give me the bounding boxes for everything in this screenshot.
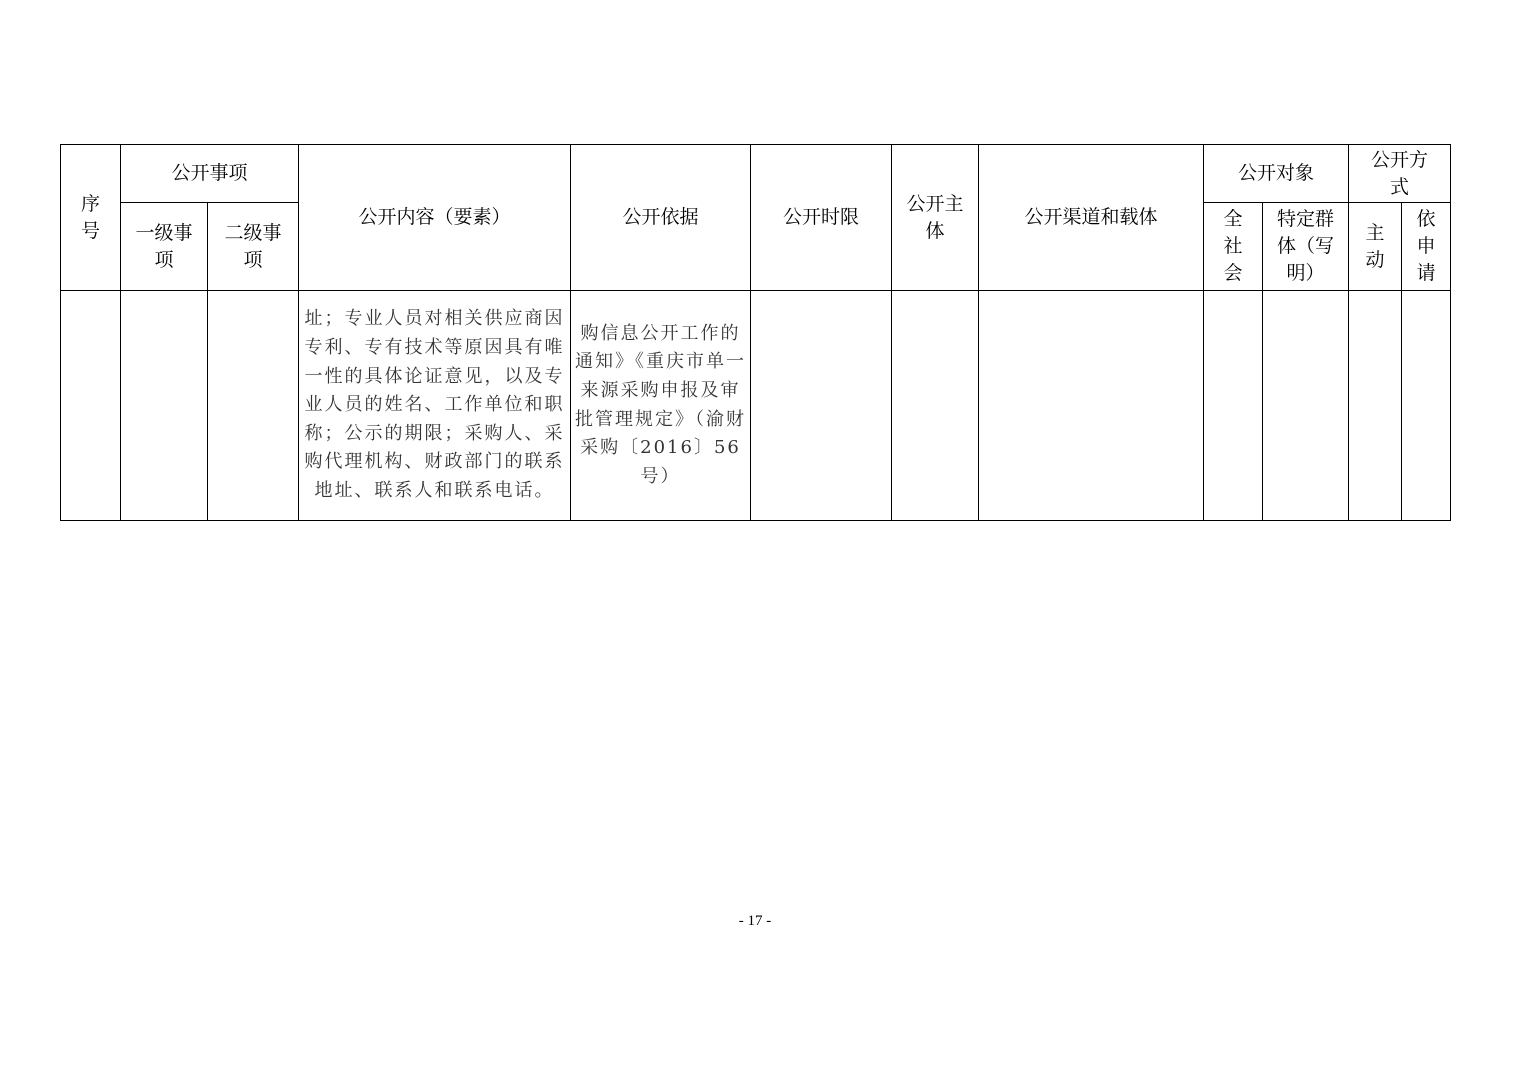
- header-target-group: [1204, 145, 1349, 203]
- cell-whole-society: [1204, 291, 1263, 521]
- header-row-1: [61, 145, 1451, 203]
- header-specific-group-label: 特定群体（写明）: [1277, 208, 1335, 284]
- header-level2: [208, 203, 299, 291]
- cell-time-limit: [751, 291, 892, 521]
- header-active: [1349, 203, 1402, 291]
- header-method-group-label: 公开方式: [1371, 148, 1429, 198]
- cell-specific-group: [1263, 291, 1349, 521]
- header-seq-label: 序号: [80, 192, 100, 242]
- table-row: [61, 291, 1451, 521]
- cell-level2: [208, 291, 299, 521]
- header-content-label: 公开内容（要素）: [358, 206, 511, 228]
- header-level2-label: 二级事项: [224, 221, 282, 271]
- cell-active: [1349, 291, 1402, 521]
- header-subject: [892, 145, 979, 291]
- header-content: [299, 145, 571, 291]
- cell-basis: 购信息公开工作的通知》《重庆市单一来源采购申报及审批管理规定》（渝财采购〔2016〕56号）: [571, 291, 751, 521]
- header-time-limit: [751, 145, 892, 291]
- cell-seq: [61, 291, 121, 521]
- header-level1-label: 一级事项: [135, 221, 193, 271]
- header-time-limit-label: 公开时限: [783, 206, 860, 228]
- cell-content: 址；专业人员对相关供应商因专利、专有技术等原因具有唯一性的具体论证意见，以及专业人员的姓名、工作单位和职称；公示的期限；采购人、采购代理机构、财政部门的联系地址、联系人和联系电话。: [299, 291, 571, 521]
- header-subject-label: 公开主体: [906, 192, 964, 242]
- header-whole-society: [1204, 203, 1263, 291]
- header-basis-label: 公开依据: [622, 206, 699, 228]
- header-matters-group: [121, 145, 299, 203]
- header-on-request-label: 依申请: [1416, 208, 1436, 284]
- header-level1: [121, 203, 208, 291]
- header-whole-society-label: 全社会: [1223, 208, 1243, 284]
- header-channel-label: 公开渠道和载体: [1024, 206, 1158, 228]
- header-method-group: [1349, 145, 1451, 203]
- cell-level1: [121, 291, 208, 521]
- header-specific-group: [1263, 203, 1349, 291]
- header-channel: [979, 145, 1204, 291]
- header-seq: [61, 145, 121, 291]
- header-on-request: [1402, 203, 1451, 291]
- cell-channel: [979, 291, 1204, 521]
- header-active-label: 主动: [1365, 221, 1385, 271]
- header-basis: [571, 145, 751, 291]
- cell-on-request: [1402, 291, 1451, 521]
- cell-subject: [892, 291, 979, 521]
- page-number: - 17 -: [738, 913, 772, 929]
- header-target-group-label: 公开对象: [1238, 162, 1315, 184]
- disclosure-table: [60, 144, 1451, 521]
- header-matters-group-label: 公开事项: [171, 162, 248, 184]
